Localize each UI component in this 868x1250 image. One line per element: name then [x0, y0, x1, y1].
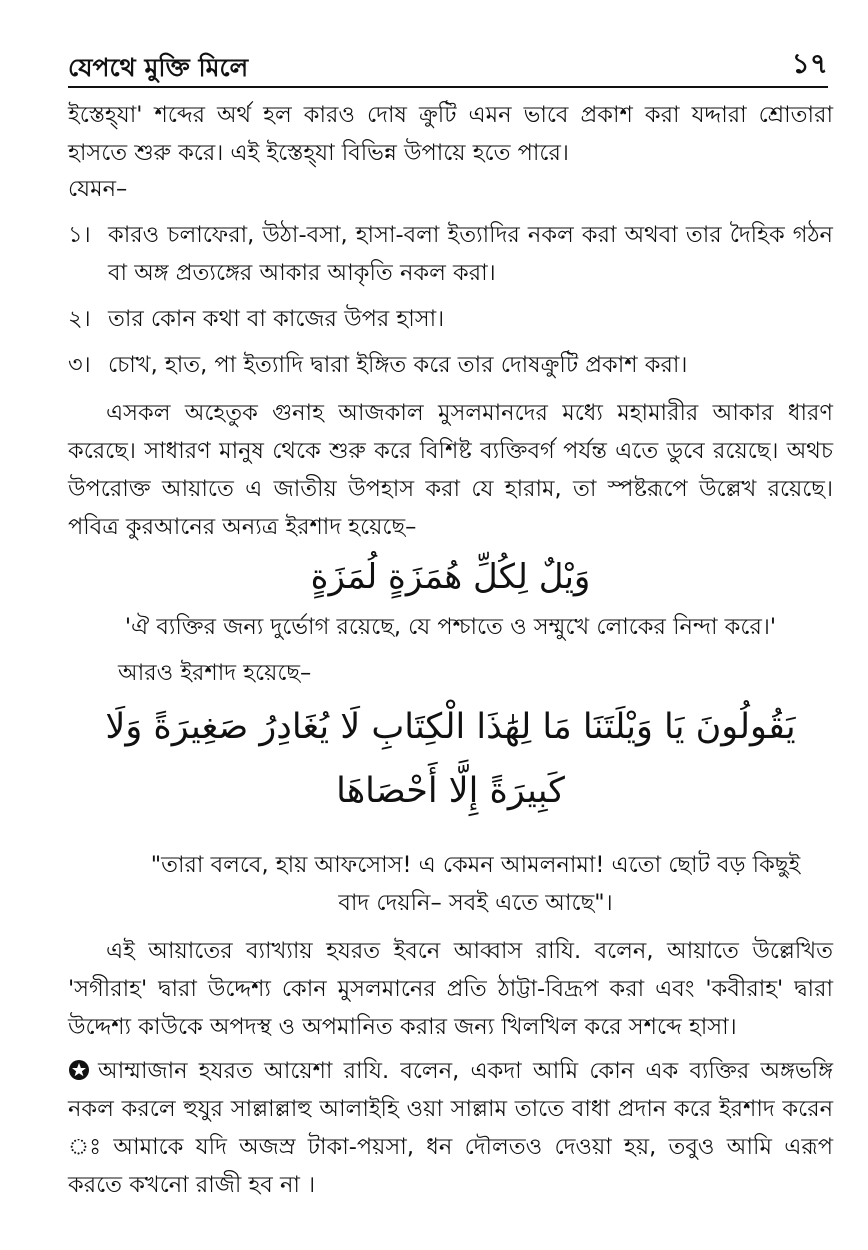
paragraph-aisha-text: আম্মাজান হযরত আয়েশা রাযি. বলেন, একদা আমি কোন এক ব্যক্তির অঙ্গভঙ্গি নকল করলে হুযুর সাল্লাল্লাহু আলাইহি ওয়া সাল্লাম তাতে বাধা প্রদান করে ইরশাদ করেন ঃ আমাকে যদি অজস্র টাকা-পয়সা, ধন দৌলতও দেওয়া হয়, তবুও আমি এরূপ করতে কখনো রাজী হব না ।	[68, 1058, 833, 1198]
list-number: ৩।	[68, 352, 91, 378]
list-number: ২।	[68, 306, 91, 332]
translation-1: 'ঐ ব্যক্তির জন্য দুর্ভোগ রয়েছে, যে পশ্চাতে ও সম্মুখে লোকের নিন্দা করে।'	[124, 614, 777, 640]
translation-2	[118, 846, 833, 922]
list-item	[68, 300, 833, 338]
example-label: যেমন–	[68, 176, 128, 202]
paragraph-ibn-abbas: এই আয়াতের ব্যাখ্যায় হযরত ইবনে আব্বাস রাযি. বলেন, আয়াতে উল্লেখিত 'সগীরাহ' দ্বারা উদ্দেশ্য কোন মুসলমানের প্রতি ঠাট্টা-বিদ্রূপ করা এবং 'কবীরাহ' দ্বারা উদ্দেশ্য কাউকে অপদস্থ ও অপমানিত করার জন্য খিলখিল করে সশব্দে হাসা।	[68, 938, 833, 1040]
arabic-verse-2-line-1: يَقُولُونَ يَا وَيْلَتَنَا مَا لِهَٰذَا الْكِتَابِ لَا يُغَادِرُ صَغِيرَةً وَلَا	[105, 707, 796, 747]
list-text: কারও চলাফেরা, উঠা-বসা, হাসা-বলা ইত্যাদির নকল করা অথবা তার দৈহিক গঠন বা অঙ্গ প্রত্যঙ্গের আকার আকৃতি নকল করা।	[108, 222, 833, 286]
paragraph-epidemic: এসকল অহেতুক গুনাহ আজকাল মুসলমানদের মধ্যে মহামারীর আকার ধারণ করেছে। সাধারণ মানুষ থেকে শুরু করে বিশিষ্ট ব্যক্তিবর্গ পর্যন্ত এতে ডুবে রয়েছে। অথচ উপরোক্ত আয়াতে এ জাতীয় উপহাস করা যে হারাম, তা স্পষ্টরূপে উল্লেখ রয়েছে। পবিত্র কুরআনের অন্যত্র ইরশাদ হয়েছে–	[68, 400, 833, 540]
list-text: চোখ, হাত, পা ইত্যাদি দ্বারা ইঙ্গিত করে তার দোষক্রুটি প্রকাশ করা।	[108, 352, 688, 378]
also-said-line: আরও ইরশাদ হয়েছে–	[118, 660, 312, 686]
star-bullet-icon	[68, 1059, 90, 1081]
running-title: যেপথে মুক্তি মিলে	[68, 53, 249, 82]
translation-2-line-2: বাদ দেয়নি– সবই এতে আছে"।	[338, 890, 613, 916]
paragraph-aisha	[68, 1052, 833, 1204]
list-number: ১।	[68, 222, 91, 248]
translation-2-line-1: "তারা বলবে, হায় আফসোস! এ কেমন আমলনামা! এতো ছোট বড় কিছুই	[150, 852, 801, 878]
list-item	[68, 216, 833, 292]
arabic-verse-1: وَيْلٌ لِكُلِّ هُمَزَةٍ لُمَزَةٍ	[310, 557, 591, 597]
page-body	[68, 96, 833, 1204]
intro-paragraph: ইস্তেহ্‌যা' শব্দের অর্থ হল কারও দোষ ক্রুটি এমন ভাবে প্রকাশ করা যদ্দারা শ্রোতারা হাসতে শুরু করে। এই ইস্তেহ্‌যা বিভিন্ন উপায়ে হতে পারে।	[68, 102, 833, 166]
page-number: ১৭	[791, 47, 828, 80]
list-text: তার কোন কথা বা কাজের উপর হাসা।	[108, 306, 445, 332]
header-rule	[68, 86, 828, 88]
list-item	[68, 346, 833, 384]
arabic-verse-2-line-2: كَبِيرَةً إِلَّا أَحْصَاهَا	[336, 771, 565, 811]
page-header	[68, 30, 828, 88]
